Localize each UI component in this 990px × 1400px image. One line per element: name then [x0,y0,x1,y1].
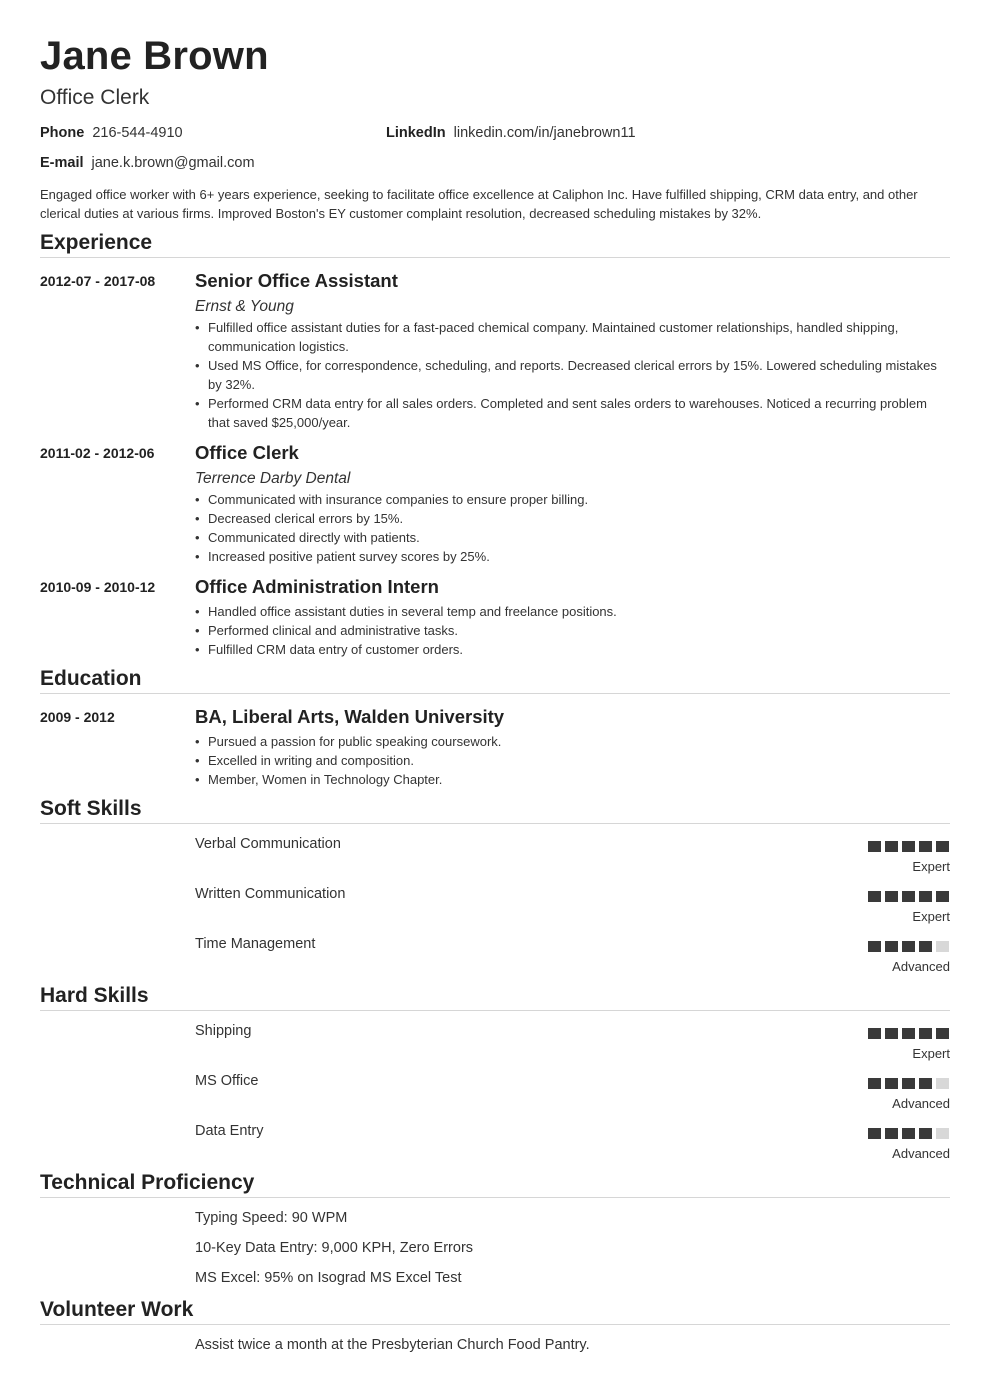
skill-name: MS Office [195,1073,259,1089]
experience-dates: 2012-07 - 2017-08 [40,273,156,289]
skill-name: Time Management [195,936,316,952]
skill-square-empty [936,1078,949,1089]
skill-square-filled [885,1128,898,1139]
list-item: • Handled office assistant duties in several temp and freelance positions. [195,602,945,621]
skill-square-filled [936,1028,949,1039]
skill-name: Data Entry [195,1123,264,1139]
skill-name: Shipping [195,1023,252,1039]
skill-square-filled [868,941,881,952]
technical-item: 10-Key Data Entry: 9,000 KPH, Zero Errors [195,1240,474,1256]
skill-meter [868,1078,949,1089]
skill-square-filled [885,891,898,902]
linkedin-value[interactable]: linkedin.com/in/janebrown11 [453,125,636,141]
skill-level: Advanced [892,1146,950,1161]
skill-meter [868,841,949,852]
skill-meter [868,941,949,952]
list-item: • Excelled in writing and composition. [195,751,945,770]
skill-square-filled [919,841,932,852]
list-item: • Used MS Office, for correspondence, scheduling, and reports. Decreased clerical errors by 15%. Lowered scheduling mistakes by 32%. [195,356,945,394]
experience-company: Ernst & Young [195,298,294,315]
skill-square-filled [936,891,949,902]
skill-square-filled [885,841,898,852]
technical-item: Typing Speed: 90 WPM [195,1210,348,1226]
list-item: • Fulfilled office assistant duties for a fast-paced chemical company. Maintained customer relationships, handled shipping, communication logistics. [195,318,945,356]
skill-name: Verbal Communication [195,836,341,852]
experience-bullets [195,318,945,432]
phone-value: 216-544-4910 [92,125,183,141]
section-hard-skills: Hard Skills [40,984,950,1011]
skill-square-empty [936,941,949,952]
list-item: • Performed clinical and administrative tasks. [195,621,945,640]
section-technical-proficiency: Technical Proficiency [40,1171,950,1198]
skill-square-filled [919,1128,932,1139]
skill-square-filled [868,891,881,902]
linkedin-label: LinkedIn [386,125,446,141]
skill-square-filled [868,1128,881,1139]
skill-square-filled [919,941,932,952]
skill-square-filled [868,1028,881,1039]
skill-square-filled [885,941,898,952]
list-item: • Fulfilled CRM data entry of customer orders. [195,640,945,659]
skill-square-filled [885,1028,898,1039]
skill-square-filled [885,1078,898,1089]
candidate-name: Jane Brown [40,34,269,78]
skill-meter [868,1128,949,1139]
list-item: • Member, Women in Technology Chapter. [195,770,945,789]
skill-square-filled [919,1028,932,1039]
email-value[interactable]: jane.k.brown@gmail.com [91,155,255,171]
skill-square-filled [868,841,881,852]
skill-square-filled [902,841,915,852]
list-item: • Communicated directly with patients. [195,528,945,547]
phone-contact [40,125,183,141]
email-label: E-mail [40,155,84,171]
list-item: • Decreased clerical errors by 15%. [195,509,945,528]
experience-company: Terrence Darby Dental [195,470,351,487]
skill-square-filled [902,1028,915,1039]
linkedin-contact [386,125,636,141]
section-education: Education [40,667,950,694]
skill-square-filled [919,891,932,902]
list-item: • Increased positive patient survey scores by 25%. [195,547,945,566]
experience-title: Senior Office Assistant [195,270,398,291]
experience-bullets [195,602,945,659]
experience-bullets [195,490,945,566]
skill-meter [868,891,949,902]
skill-level: Expert [912,909,950,924]
list-item: • Communicated with insurance companies to ensure proper billing. [195,490,945,509]
skill-square-filled [919,1078,932,1089]
skill-level: Expert [912,1046,950,1061]
skill-name: Written Communication [195,886,346,902]
skill-square-filled [902,891,915,902]
candidate-title: Office Clerk [40,86,150,109]
skill-square-filled [902,1128,915,1139]
skill-level: Advanced [892,959,950,974]
education-bullets [195,732,945,789]
education-dates: 2009 - 2012 [40,709,115,725]
experience-dates: 2011-02 - 2012-06 [40,445,155,461]
section-experience: Experience [40,231,950,258]
list-item: • Pursued a passion for public speaking coursework. [195,732,945,751]
skill-meter [868,1028,949,1039]
profile-summary: Engaged office worker with 6+ years experience, seeking to facilitate office excellence at Caliphon Inc. Have fulfilled shipping, CRM data entry, and other clerical duties at various firms. Improved Boston's EY customer complaint resolution, decreased scheduling mistakes by 32%. [40,187,918,221]
skill-square-filled [936,841,949,852]
section-soft-skills: Soft Skills [40,797,950,824]
experience-title: Office Clerk [195,442,299,463]
skill-square-filled [868,1078,881,1089]
list-item: • Performed CRM data entry for all sales orders. Completed and sent sales orders to warehouses. Noticed a recurring problem that saved $25,000/year. [195,394,945,432]
phone-label: Phone [40,125,85,141]
skill-level: Expert [912,859,950,874]
technical-item: MS Excel: 95% on Isograd MS Excel Test [195,1270,462,1286]
skill-level: Advanced [892,1096,950,1111]
volunteer-item: Assist twice a month at the Presbyterian Church Food Pantry. [195,1337,590,1353]
education-title: BA, Liberal Arts, Walden University [195,706,505,727]
skill-square-empty [936,1128,949,1139]
skill-square-filled [902,1078,915,1089]
skill-square-filled [902,941,915,952]
experience-title: Office Administration Intern [195,576,439,597]
section-volunteer-work: Volunteer Work [40,1298,950,1325]
email-contact [40,155,255,171]
experience-dates: 2010-09 - 2010-12 [40,579,156,595]
